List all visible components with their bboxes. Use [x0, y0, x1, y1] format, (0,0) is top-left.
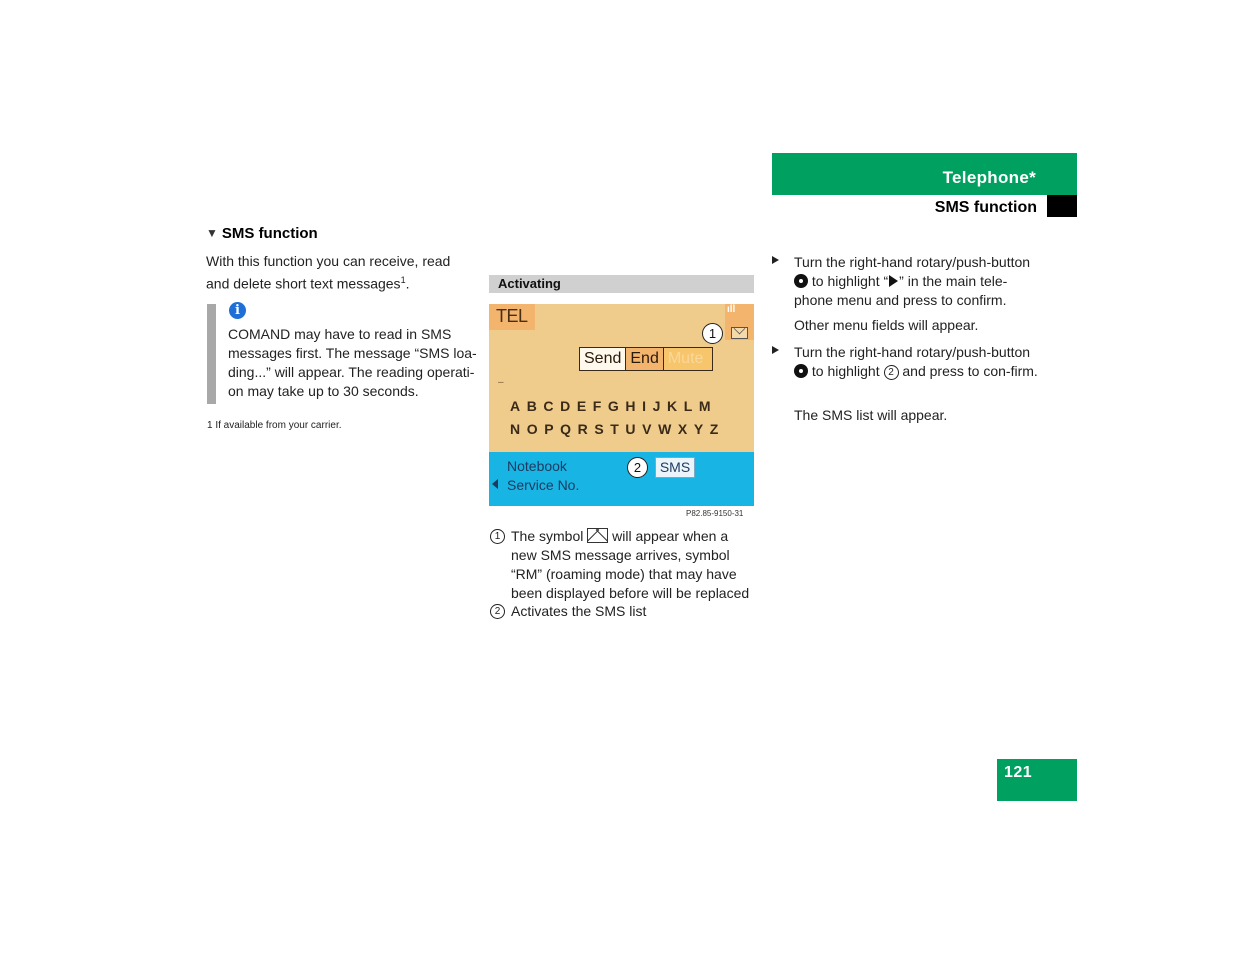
telephone-screen-image	[489, 304, 754, 506]
screen-menu-bar	[489, 452, 754, 506]
bullet-arrow-icon	[772, 256, 779, 264]
triangle-down-icon: ▼	[206, 226, 218, 240]
info-box-bar	[207, 304, 216, 404]
intro-paragraph: With this function you can receive, read and delete short text messages$^1$.	[206, 253, 451, 292]
menu-notebook: Notebook	[507, 458, 567, 474]
end-button: End	[625, 348, 662, 370]
activating-label-bar: Activating	[489, 275, 754, 293]
letters-row-1: ABCDEFGHIJKLM	[510, 398, 718, 414]
envelope-icon	[731, 327, 748, 339]
caption-number: 2	[490, 604, 505, 619]
callout-2-inline: 2	[884, 365, 899, 380]
send-button: Send	[580, 348, 625, 370]
rotary-knob-icon	[794, 364, 808, 378]
letters-row-2: NOPQRSTUVWXYZ	[510, 421, 725, 437]
tel-label-box: TEL	[489, 304, 535, 330]
caption-number: 1	[490, 529, 505, 544]
rotary-knob-icon	[794, 274, 808, 288]
call-buttons	[579, 347, 713, 371]
callout-2: 2	[627, 457, 648, 478]
input-cursor: ‒	[498, 377, 504, 388]
image-reference: P82.85-9150-31	[686, 509, 744, 518]
section-title: SMS function	[934, 199, 1037, 216]
bullet-arrow-icon	[772, 346, 779, 354]
signal-icon: ıll	[725, 304, 754, 340]
chapter-title: Telephone*	[942, 168, 1036, 187]
envelope-icon	[587, 528, 608, 543]
sms-button: SMS	[655, 457, 695, 478]
step-2-result: The SMS list will appear.	[794, 407, 948, 423]
arrow-left-icon	[492, 479, 498, 489]
section-marker	[1047, 195, 1077, 217]
callout-1: 1	[702, 323, 723, 344]
info-text: COMAND may have to read in SMS messages first. The message “SMS loa-ding...” will appear. The reading operati-on may take up to 30 seconds.	[228, 326, 477, 399]
info-icon: i	[229, 302, 246, 319]
page-number: 121	[1004, 764, 1033, 781]
mute-button: Mute	[663, 348, 712, 370]
sms-function-heading: ▼ SMS function	[206, 225, 318, 242]
play-icon	[889, 275, 898, 287]
step-1-result: Other menu fields will appear.	[794, 317, 979, 333]
footnote: 1 If available from your carrier.	[207, 420, 342, 431]
menu-service-no: Service No.	[507, 477, 580, 493]
